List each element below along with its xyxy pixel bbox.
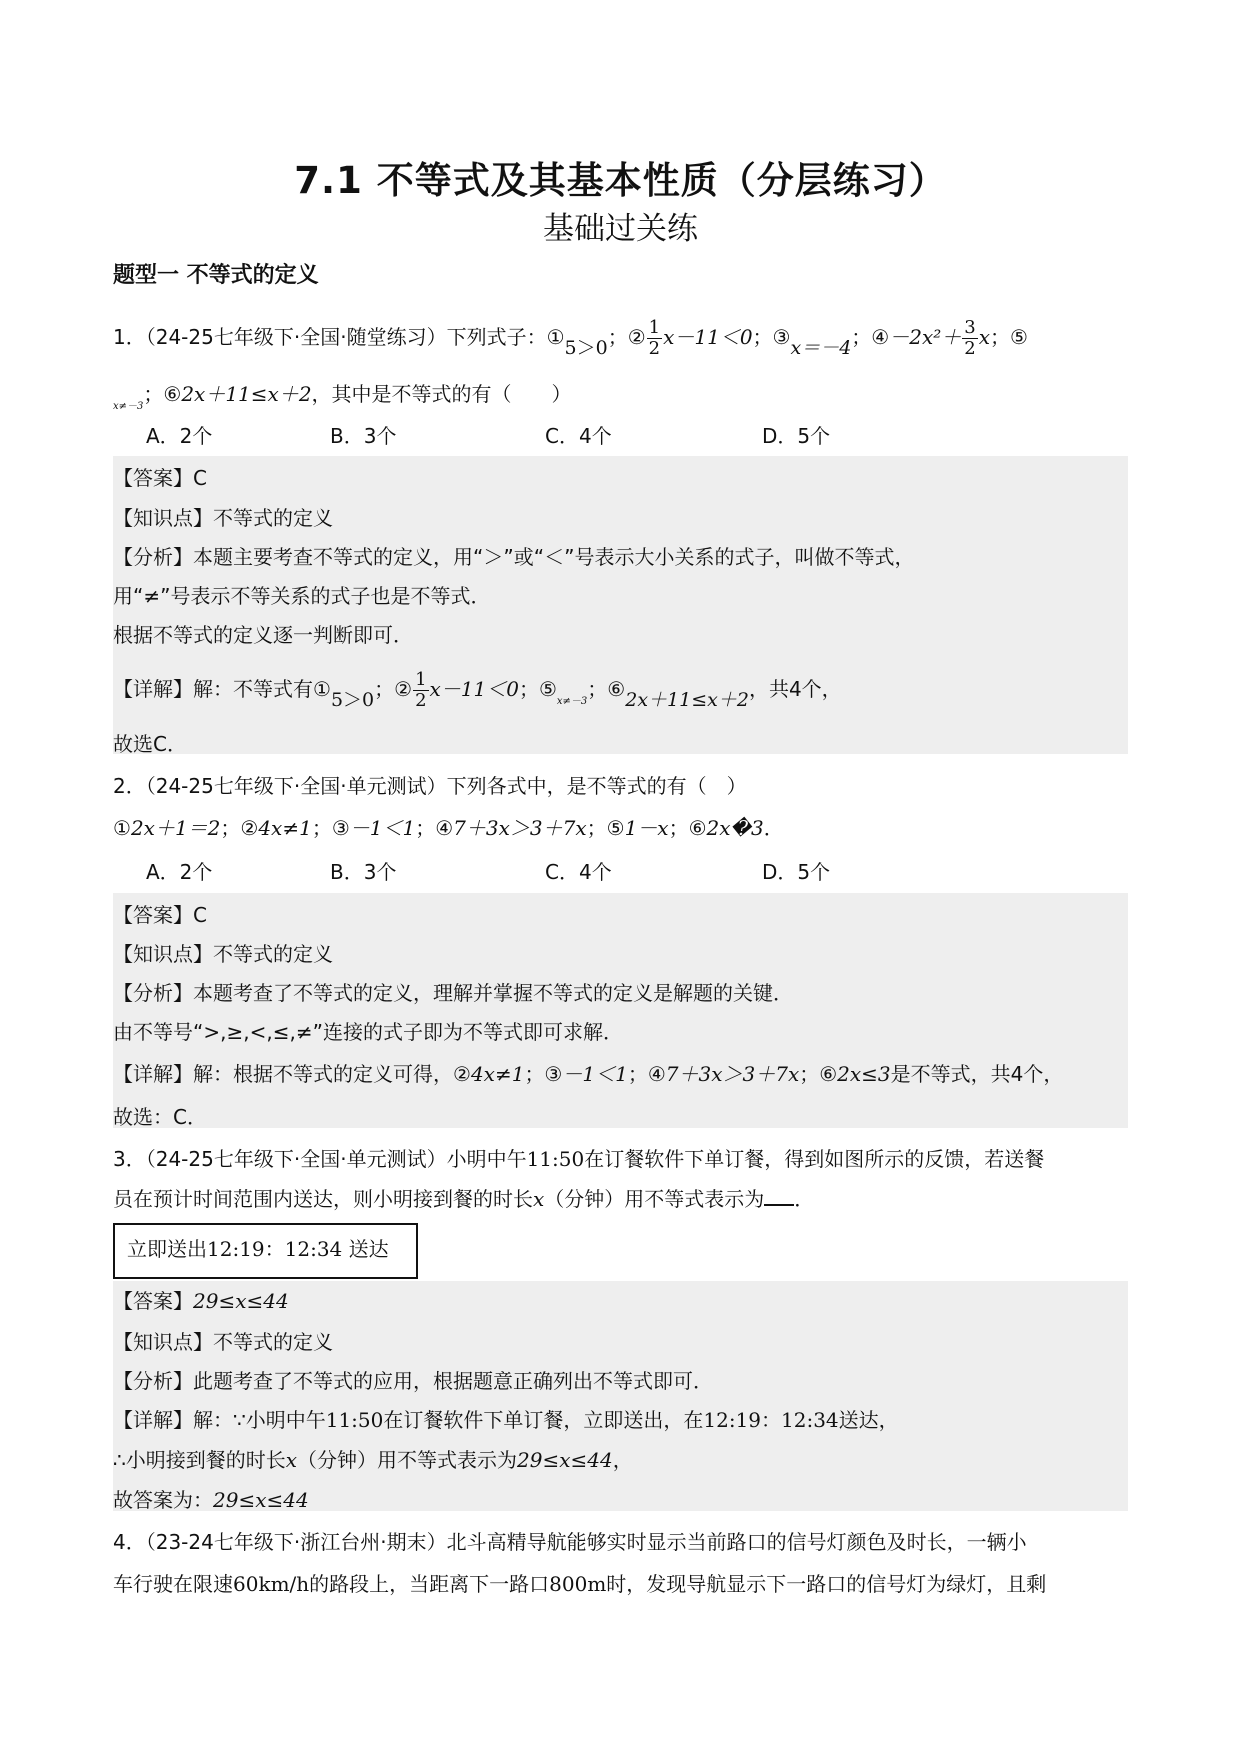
q1-option-a[interactable]: A．2个 xyxy=(146,424,213,448)
page-subtitle: 基础过关练 xyxy=(543,211,698,247)
q2-answer-panel xyxy=(113,893,1128,1128)
q2-analysis-2: 由不等号“>,≥,<,≤,≠”连接的式子即为不等式即可求解． xyxy=(113,1020,623,1044)
q1-frac-half: $\frac{1}{2}$ xyxy=(648,317,661,359)
section-heading: 题型一 不等式的定义 xyxy=(113,263,319,288)
q3-delivery-text: 立即送出12:19：12:34 送达 xyxy=(127,1237,389,1261)
q1-knowledge-point: 【知识点】不等式的定义 xyxy=(113,506,333,530)
q2-stem: 2．（24-25七年级下·全国·单元测试）下列各式中，是不等式的有（ ） xyxy=(113,774,747,798)
q2-option-c[interactable]: C．4个 xyxy=(545,860,612,884)
q2-conclusion: 故选：C． xyxy=(113,1105,207,1129)
q1-expr-5: x≠－3 xyxy=(113,401,144,412)
q1-option-b[interactable]: B．3个 xyxy=(330,424,397,448)
q3-knowledge-point: 【知识点】不等式的定义 xyxy=(113,1330,333,1354)
page-title: 7.1 不等式及其基本性质（分层练习） xyxy=(294,159,947,202)
q3-stem-line2: 员在预计时间范围内送达，则小明接到餐的时长x（分钟）用不等式表示为 ． xyxy=(113,1187,815,1211)
q3-final-answer: 故答案为：29≤x≤44 xyxy=(113,1488,309,1512)
q4-stem-line2: 车行驶在限速60km/h的路段上，当距离下一路口800m时，发现导航显示下一路口的信号灯为绿灯，且剩 xyxy=(113,1572,1047,1596)
q1-analysis-2: 用“≠”号表示不等关系的式子也是不等式． xyxy=(113,584,491,608)
q2-option-b[interactable]: B．3个 xyxy=(330,860,397,884)
q3-detail-2: ∴小明接到餐的时长x（分钟）用不等式表示为29≤x≤44， xyxy=(113,1448,633,1472)
q1-expr-1: 5＞0 xyxy=(564,337,608,359)
q1-stem-line1: 1．（24-25七年级下·全国·随堂练习）下列式子：①5＞0；② $\frac{1}{2}$ x－11＜0；③x＝－4；④－2x²＋ $\frac{3}{2}$ x；⑤ xyxy=(113,317,1028,359)
q2-knowledge-point: 【知识点】不等式的定义 xyxy=(113,942,333,966)
q2-answer: 【答案】C xyxy=(113,903,207,927)
q1-conclusion: 故选C． xyxy=(113,732,187,756)
q1-answer: 【答案】C xyxy=(113,466,207,490)
q1-expr-2: x－11＜0 xyxy=(663,325,753,349)
q1-expr-6: 2x＋11≤x＋2 xyxy=(181,382,312,406)
q1-detail: 【详解】解：不等式有①5＞0；② $\frac{1}{2}$ x－11＜0；$⑤_{x\ne-3}$；⑥2x＋11≤x＋2，共4个， xyxy=(113,669,842,711)
q1-expr-3: x＝－4 xyxy=(790,337,852,359)
q2-items: ①2x＋1＝2；②4x≠1；③－1＜1；④7＋3x＞3＋7x；⑤1－x；⑥2x�3． xyxy=(113,816,784,840)
q2-detail: 【详解】解：根据不等式的定义可得，②4x≠1；③－1＜1；④7＋3x＞3＋7x；⑥2x≤3是不等式，共4个， xyxy=(113,1062,1064,1086)
q2-option-d[interactable]: D．5个 xyxy=(762,860,831,884)
q3-answer-blank[interactable] xyxy=(764,1186,794,1206)
q3-analysis: 【分析】此题考查了不等式的应用，根据题意正确列出不等式即可． xyxy=(113,1369,713,1393)
q1-option-d[interactable]: D．5个 xyxy=(762,424,831,448)
q2-option-a[interactable]: A．2个 xyxy=(146,860,213,884)
q1-option-c[interactable]: C．4个 xyxy=(545,424,612,448)
q1-expr-4a: －2x²＋ xyxy=(889,325,962,349)
q3-detail-1: 【详解】解：∵小明中午11:50在订餐软件下单订餐，立即送出，在12:19：12:34送达， xyxy=(113,1408,899,1432)
q4-stem-line1: 4．（23-24七年级下·浙江台州·期末）北斗高精导航能够实时显示当前路口的信号灯颜色及时长，一辆小 xyxy=(113,1530,1027,1554)
q3-stem-line1: 3．（24-25七年级下·全国·单元测试）小明中午11:50在订餐软件下单订餐，得到如图所示的反馈，若送餐 xyxy=(113,1147,1045,1171)
q2-analysis-1: 【分析】本题考查了不等式的定义，理解并掌握不等式的定义是解题的关键． xyxy=(113,981,793,1005)
q1-frac-three-halves: $\frac{3}{2}$ xyxy=(964,317,976,359)
q3-answer-panel xyxy=(113,1281,1128,1511)
q3-answer: 【答案】29≤x≤44 xyxy=(113,1289,289,1313)
q1-analysis-3: 根据不等式的定义逐一判断即可． xyxy=(113,623,413,647)
q1-analysis-1: 【分析】本题主要考查不等式的定义，用“＞”或“＜”号表示大小关系的式子，叫做不等式， xyxy=(113,545,915,569)
q1-stem-line2: $_{x\ne-3}$；⑥2x＋11≤x＋2，其中是不等式的有（ ） xyxy=(113,382,572,412)
